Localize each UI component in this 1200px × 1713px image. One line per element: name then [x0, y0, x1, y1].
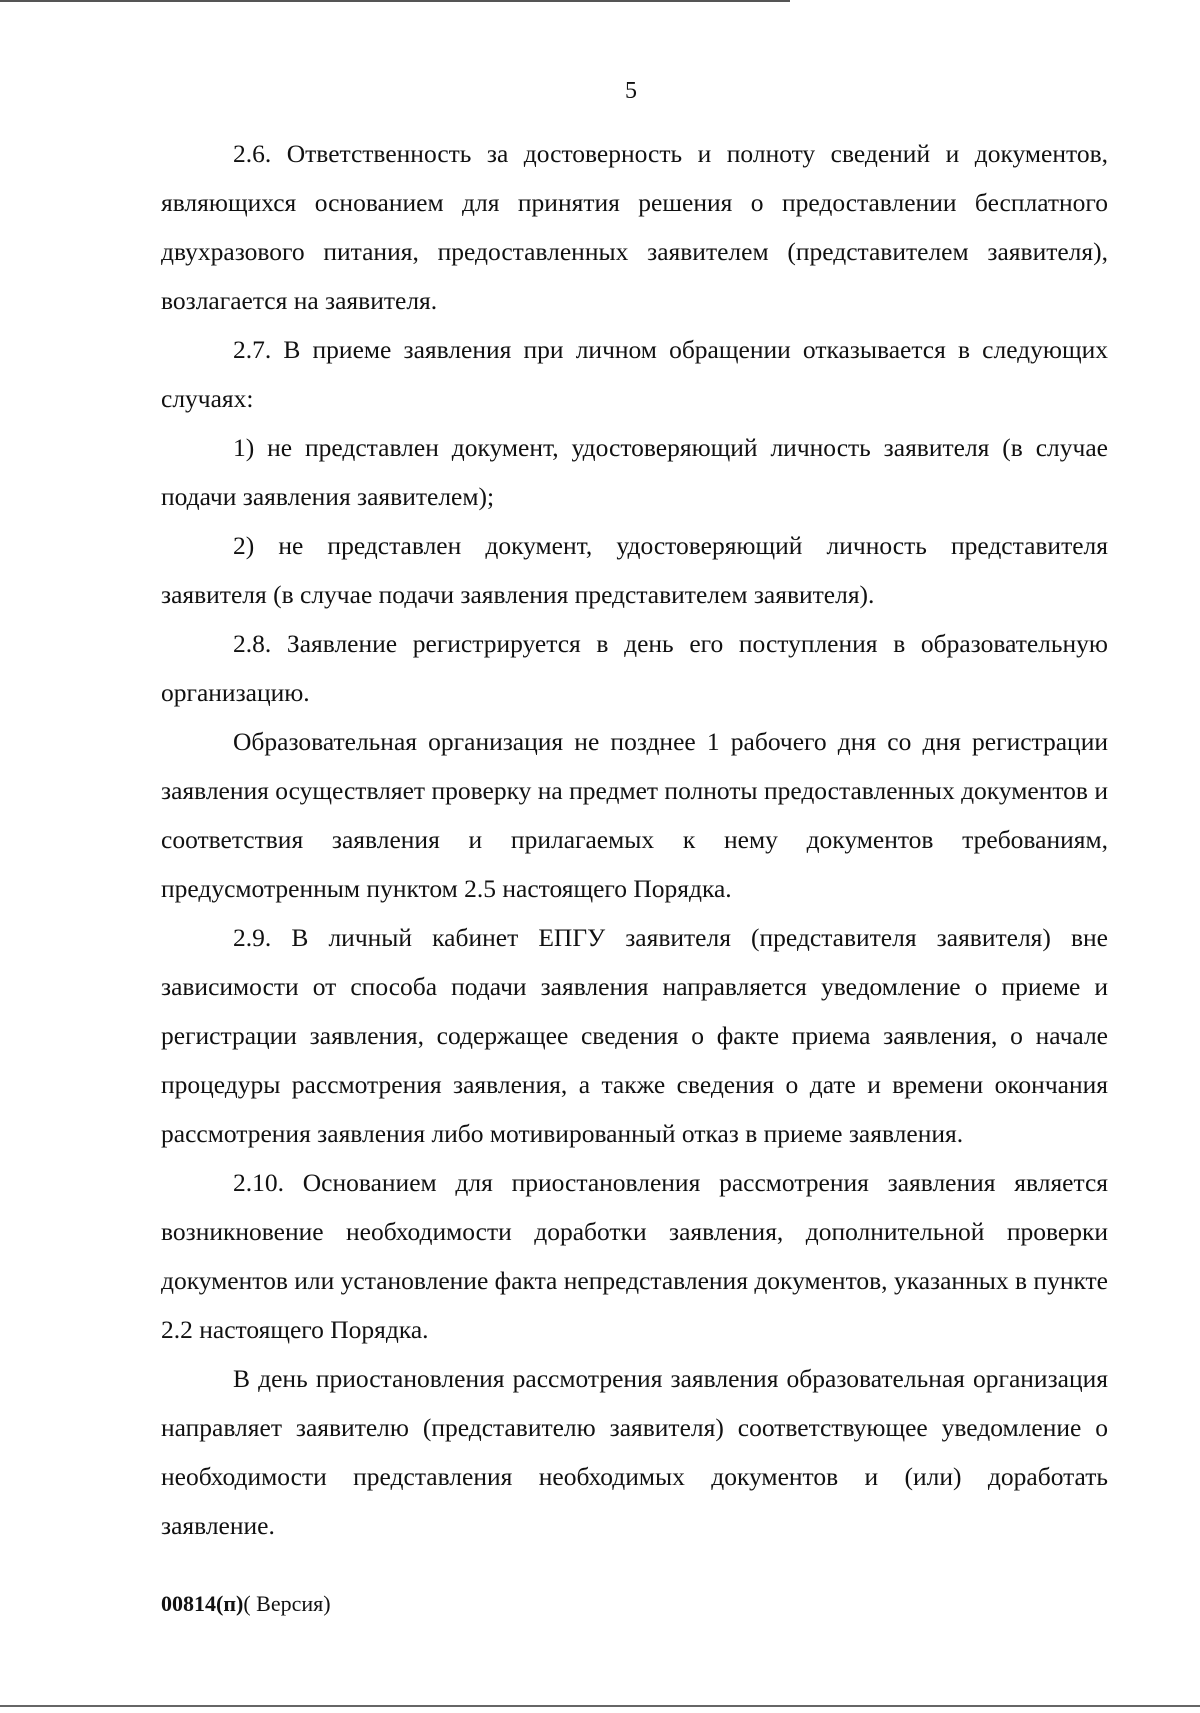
paragraph-2-8: 2.8. Заявление регистрируется в день его поступления в образовательную организацию.	[161, 629, 1108, 707]
paragraph-2-6: 2.6. Ответственность за достоверность и полноту сведений и документов, являющихся основанием для принятия решения о предоставлении бесплатного двухразового питания, предоставленных заявителем (представителем заявителя), возлагается на заявителя.	[161, 139, 1108, 315]
paragraph-2-8-check: Образовательная организация не позднее 1 рабочего дня со дня регистрации заявления осуществляет проверку на предмет полноты предоставленных документов и соответствия заявления и прилагаемых к нему документов требованиям, предусмотренным пунктом 2.5 настоящего Порядка.	[161, 727, 1108, 903]
paragraph-2-10: 2.10. Основанием для приостановления рассмотрения заявления является возникновение необходимости доработки заявления, дополнительной проверки документов или установление факта непредставления документов, указанных в пункте 2.2 настоящего Порядка.	[161, 1168, 1108, 1344]
paragraph-2-7: 2.7. В приеме заявления при личном обращении отказывается в следующих случаях:	[161, 335, 1108, 413]
paragraph-2-9: 2.9. В личный кабинет ЕПГУ заявителя (представителя заявителя) вне зависимости от способа подачи заявления направляется уведомление о приеме и регистрации заявления, содержащее сведения о факте приема заявления, о начале процедуры рассмотрения заявления, а также сведения о дате и времени окончания рассмотрения заявления либо мотивированный отказ в приеме заявления.	[161, 923, 1108, 1148]
top-border-line	[0, 0, 790, 2]
document-body	[161, 129, 1108, 1550]
document-footer	[161, 1591, 331, 1617]
paragraph-2-10-suspension: В день приостановления рассмотрения заявления образовательная организация направляет заявителю (представителю заявителя) соответствующее уведомление о необходимости представления необходимых документов и (или) доработать заявление.	[161, 1364, 1108, 1540]
document-code: 00814(п)	[161, 1591, 244, 1616]
bottom-border-line	[0, 1705, 1200, 1707]
paragraph-2-7-item-1: 1) не представлен документ, удостоверяющий личность заявителя (в случае подачи заявления заявителем);	[161, 433, 1108, 511]
document-version: ( Версия)	[243, 1591, 331, 1616]
page-number: 5	[625, 78, 637, 104]
paragraph-2-7-item-2: 2) не представлен документ, удостоверяющий личность представителя заявителя (в случае подачи заявления представителем заявителя).	[161, 531, 1108, 609]
